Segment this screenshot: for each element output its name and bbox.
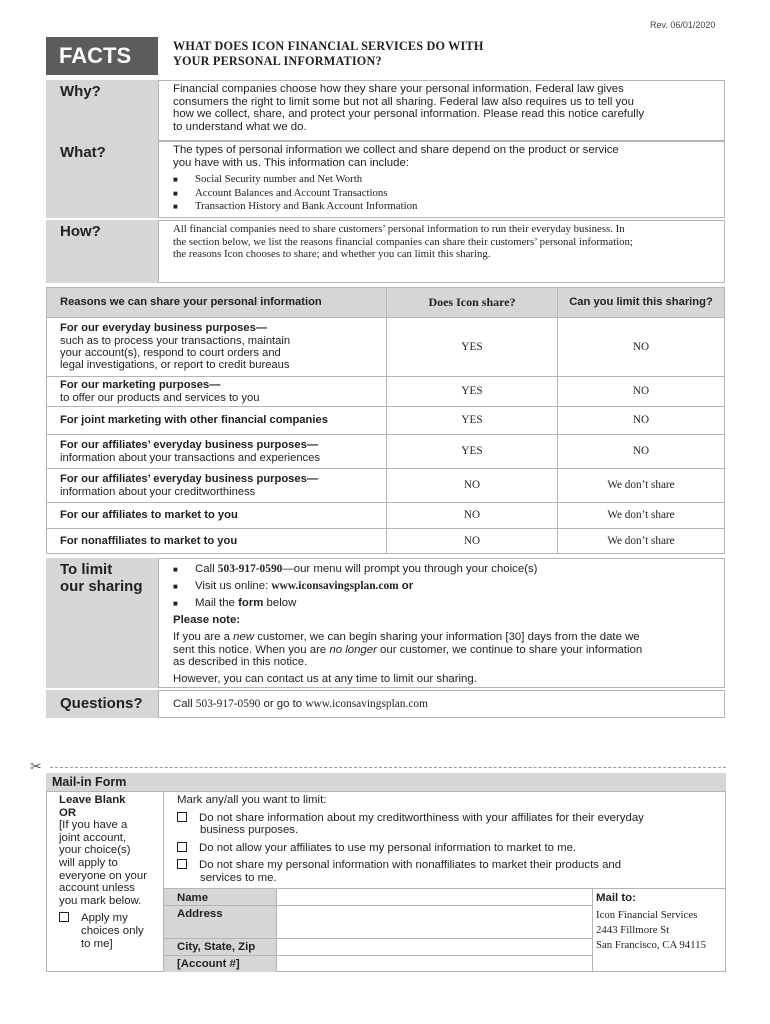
what-bullet-text: Social Security number and Net Worth: [195, 173, 363, 186]
limit-text: [173, 561, 642, 685]
mailin-title-bar: [46, 773, 726, 791]
why-line: to understand what we do.: [173, 120, 307, 133]
revision-date: Rev. 06/01/2020: [650, 20, 716, 30]
phone-number[interactable]: 503-917-0590: [217, 563, 283, 575]
website-link[interactable]: www.iconsavingsplan.com: [271, 580, 399, 592]
joint-account-note: [59, 794, 147, 950]
leave-blank: Leave Blank: [59, 794, 126, 806]
what-line: you have with us. This information can include:: [173, 156, 409, 169]
apply-line: to me]: [81, 937, 113, 950]
page-title-line2: YOUR PERSONAL INFORMATION?: [173, 54, 382, 68]
table-cell-limit: We don’t share: [558, 529, 725, 554]
why-text: [173, 83, 644, 133]
option-text: services to me.: [200, 871, 277, 884]
how-text: [173, 223, 633, 261]
joint-line: will apply to: [59, 856, 118, 869]
square-bullet-icon: ■: [173, 565, 178, 574]
mail-prefix: Mail the: [195, 597, 239, 609]
table-row: [47, 407, 725, 435]
option-text: business purposes.: [200, 824, 299, 837]
note-emphasis: new: [233, 631, 255, 643]
option-text: Do not share my personal information with nonaffiliates to market their products and: [199, 859, 622, 872]
page-title-line1: WHAT DOES ICON FINANCIAL SERVICES DO WITH: [173, 39, 484, 53]
limit-option-visit: [173, 578, 642, 595]
joint-line: joint account,: [59, 831, 127, 844]
apply-to-me-checkbox[interactable]: [59, 912, 69, 922]
option-checkbox[interactable]: [177, 859, 187, 869]
why-line: consumers the right to limit some but not all sharing. Federal law also requires us to tell you: [173, 95, 634, 108]
apply-line: choices only: [81, 924, 144, 937]
mark-intro: Mark any/all you want to limit:: [177, 794, 327, 806]
address-line: San Francisco, CA 94115: [596, 939, 706, 951]
limit-option: [177, 812, 644, 825]
scissors-icon: ✂: [30, 758, 42, 774]
joint-line: everyone on your: [59, 869, 148, 882]
facts-label-box: [46, 37, 158, 75]
note-text: our customer, we continue to share your information: [376, 643, 643, 656]
table-row: [47, 529, 725, 554]
table-cell-share: NO: [387, 469, 558, 503]
joint-line: your choice(s): [59, 844, 131, 857]
apply-to-me-option: [59, 912, 147, 950]
reason-line: your account(s), respond to court orders and: [60, 347, 281, 359]
address-line: Icon Financial Services: [596, 909, 698, 921]
joint-line: you mark below.: [59, 894, 142, 907]
what-label: What?: [60, 144, 106, 161]
reason-title: For our affiliates’ everyday business purposes—: [60, 473, 319, 486]
limit-label-line: our sharing: [60, 578, 143, 595]
table-cell-share: NO: [387, 529, 558, 554]
limit-label-line: To limit: [60, 561, 113, 578]
reason-line: information about your creditworthiness: [60, 485, 256, 498]
city-state-zip-input[interactable]: [277, 939, 591, 955]
mailin-title: Mail-in Form: [52, 775, 127, 789]
limit-option: [177, 859, 644, 872]
questions-label: Questions?: [60, 695, 143, 712]
field-label-city: City, State, Zip: [177, 941, 256, 953]
reason-line: such as to process your transactions, maintain: [60, 334, 291, 347]
table-cell-reason: [47, 407, 387, 435]
questions-phone[interactable]: 503-917-0590: [195, 698, 261, 710]
call-prefix: Call: [195, 563, 218, 575]
field-label-account: [Account #]: [177, 958, 240, 970]
what-line: The types of personal information we collect and share depend on the product or service: [173, 144, 619, 156]
note-text: customer, we can begin sharing your information [30] days from the date we: [254, 631, 640, 643]
table-cell-limit: NO: [558, 407, 725, 435]
call-suffix: —our menu will prompt you through your choice(s): [282, 563, 538, 575]
reason-line: information about your transactions and experiences: [60, 451, 320, 464]
square-bullet-icon: ■: [173, 188, 178, 198]
reason-line: to offer our products and services to you: [60, 391, 260, 404]
address-line: 2443 Fillmore St: [596, 924, 670, 936]
address-input[interactable]: [277, 906, 591, 938]
table-cell-limit: We don’t share: [558, 503, 725, 529]
table-cell-reason: [47, 469, 387, 503]
visit-suffix: or: [398, 580, 414, 592]
table-cell-share: NO: [387, 503, 558, 529]
table-cell-limit: NO: [558, 377, 725, 407]
table-cell-share: YES: [387, 435, 558, 469]
what-text: [173, 144, 619, 214]
mail-to-address: [596, 908, 706, 953]
table-cell-limit: NO: [558, 318, 725, 377]
table-row: [47, 469, 725, 503]
table-cell-limit: NO: [558, 435, 725, 469]
why-line: Financial companies choose how they share your personal information. Federal law gives: [173, 83, 624, 95]
square-bullet-icon: ■: [173, 175, 178, 185]
limit-options: [177, 794, 644, 885]
why-label: Why?: [60, 83, 101, 100]
why-line: how we collect, share, and protect your personal information. Please read this notice carefully: [173, 108, 645, 121]
how-label: How?: [60, 223, 101, 240]
what-bullet: [173, 200, 619, 214]
table-header-row: [47, 288, 725, 318]
table-cell-reason: [47, 435, 387, 469]
field-label-address: Address: [177, 908, 223, 920]
square-bullet-icon: ■: [173, 582, 178, 591]
note-line: [173, 644, 642, 657]
table-header: Reasons we can share your personal information: [47, 288, 387, 318]
joint-line: account unless: [59, 882, 135, 895]
fields-right-divider: [592, 888, 593, 972]
table-cell-limit: We don’t share: [558, 469, 725, 503]
reason-title: For nonaffiliates to market to you: [60, 534, 238, 547]
or-label: OR: [59, 806, 77, 819]
how-line: All financial companies need to share customers’ personal information to run their everyday business. In: [173, 223, 625, 235]
reason-title: For our affiliates to market to you: [60, 509, 238, 522]
apply-line: Apply my: [81, 912, 128, 925]
option-checkbox[interactable]: [177, 812, 187, 822]
table-cell-share: YES: [387, 407, 558, 435]
table-row: [47, 377, 725, 407]
table-row: [47, 435, 725, 469]
what-bullet: [173, 187, 619, 201]
reason-title: For joint marketing with other financial companies: [60, 414, 328, 427]
sharing-table: [46, 287, 725, 554]
option-checkbox[interactable]: [177, 842, 187, 852]
reason-title: For our affiliates’ everyday business purposes—: [60, 439, 319, 452]
table-row: [47, 318, 725, 377]
what-bullet: [173, 173, 619, 187]
mail-to-label: Mail to:: [596, 892, 636, 904]
reason-title: For our marketing purposes—: [60, 379, 221, 392]
reason-title: For our everyday business purposes—: [60, 322, 268, 335]
account-number-input[interactable]: [277, 956, 591, 972]
option-text: Do not share information about my creditworthiness with your affiliates for their everyday: [199, 811, 644, 824]
table-cell-reason: [47, 318, 387, 377]
table-cell-share: YES: [387, 377, 558, 407]
questions-website-link[interactable]: www.iconsavingsplan.com: [305, 698, 428, 710]
table-header: Does Icon share?: [387, 288, 558, 318]
note-line: However, you can contact us at any time to limit our sharing.: [173, 672, 477, 685]
what-bullet-text: Account Balances and Account Transactions: [195, 186, 388, 199]
square-bullet-icon: ■: [173, 202, 178, 212]
table-cell-reason: [47, 503, 387, 529]
table-row: [47, 503, 725, 529]
table-cell-reason: [47, 377, 387, 407]
note-line: [173, 631, 642, 644]
limit-label: [60, 561, 143, 595]
field-label-name: Name: [177, 892, 209, 904]
facts-label: FACTS: [59, 43, 132, 68]
page-title: [173, 39, 484, 69]
table-cell-reason: [47, 529, 387, 554]
table-header: Can you limit this sharing?: [558, 288, 725, 318]
note-text: sent this notice. When you are: [173, 643, 330, 656]
questions-call: Call: [173, 698, 196, 710]
what-bullet-text: Transaction History and Bank Account Information: [195, 200, 418, 213]
limit-option-call: [173, 561, 642, 578]
questions-text: [173, 698, 428, 711]
how-line: the reasons Icon chooses to share; and whether you can limit this sharing.: [173, 248, 491, 260]
limit-option: [177, 842, 644, 855]
visit-prefix: Visit us online:: [195, 580, 272, 592]
please-note: Please note:: [173, 614, 241, 626]
option-text: Do not allow your affiliates to use my personal information to market to me.: [199, 841, 577, 854]
mail-suffix: below: [263, 597, 297, 609]
reason-line: legal investigations, or report to credit bureaus: [60, 359, 290, 372]
note-line: as described in this notice.: [173, 656, 308, 669]
table-cell-share: YES: [387, 318, 558, 377]
questions-goto: or go to: [260, 698, 306, 710]
note-text: If you are a: [173, 631, 234, 643]
mail-form-word: form: [238, 597, 264, 609]
cut-line: [50, 767, 726, 768]
square-bullet-icon: ■: [173, 599, 178, 608]
joint-line: [If you have a: [59, 819, 128, 832]
how-line: the section below, we list the reasons financial companies can share their customers’ personal information;: [173, 235, 633, 248]
name-input[interactable]: [277, 889, 591, 905]
note-emphasis: no longer: [329, 643, 377, 656]
limit-option-mail: [173, 595, 642, 612]
